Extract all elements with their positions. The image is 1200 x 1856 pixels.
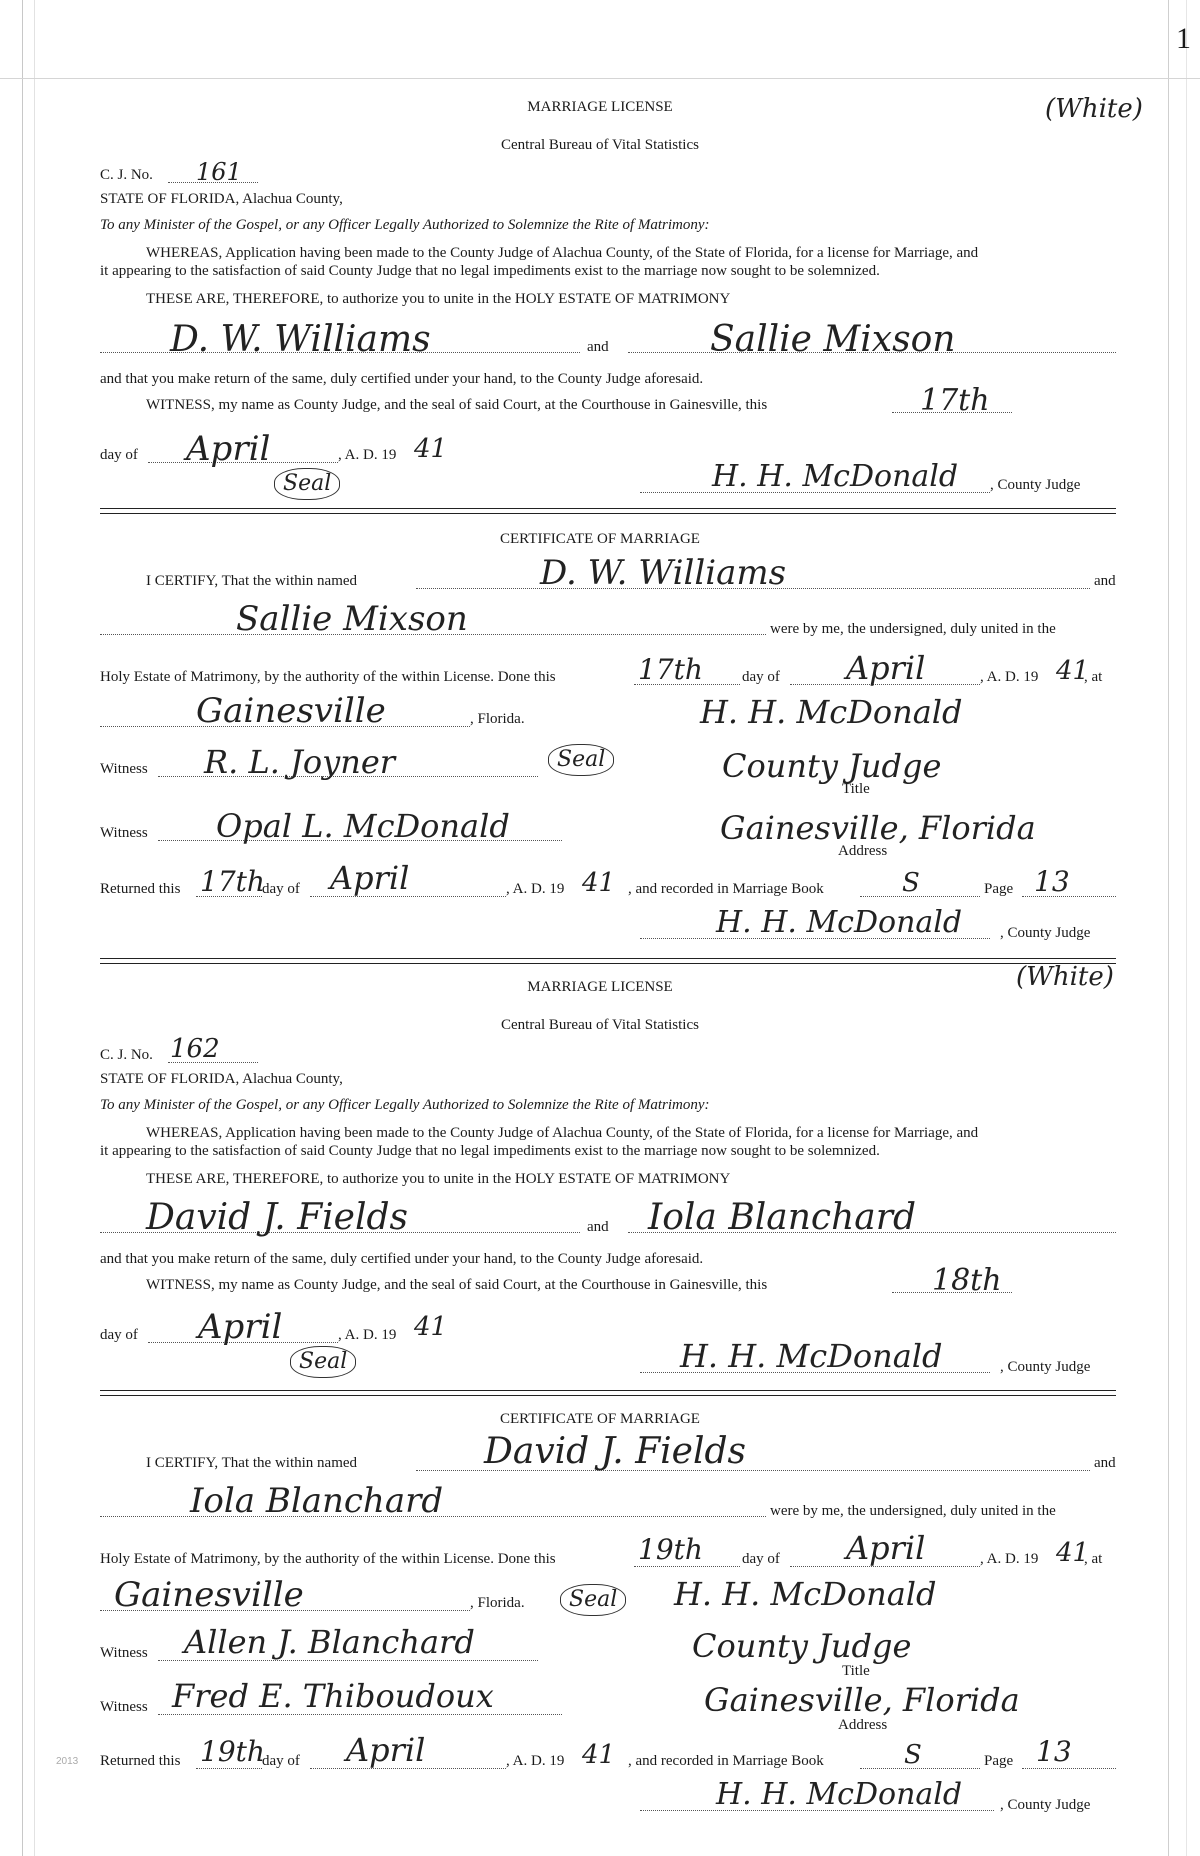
bride-name: Iola Blanchard <box>648 1197 916 1238</box>
witness-2: Fred E. Thiboudoux <box>172 1677 494 1715</box>
bride-name: Sallie Mixson <box>710 319 956 360</box>
done-day: 17th <box>638 653 703 686</box>
done-day: 19th <box>638 1533 703 1566</box>
florida-label: , Florida. <box>470 1595 525 1611</box>
returned-day-line <box>196 1768 262 1769</box>
cert-groom: David J. Fields <box>484 1431 747 1472</box>
whereas-line-2: it appearing to the satisfaction of said County Judge that no legal impediments exist to the marriage now sought to be solemnized. <box>100 1143 880 1159</box>
place: Gainesville <box>114 1575 304 1615</box>
done-month: April <box>846 649 926 687</box>
officiant-title: County Judge <box>722 747 942 785</box>
witness-1: Allen J. Blanchard <box>184 1623 475 1661</box>
section-divider <box>100 508 1116 514</box>
license-year: 41 <box>414 1312 448 1342</box>
and-label: and <box>1094 573 1116 589</box>
cj-no-label: C. J. No. <box>100 1047 153 1063</box>
witness-1-label: Witness <box>100 1645 148 1661</box>
scan-edge-right <box>1168 0 1169 1856</box>
done-year: 41 <box>1056 1538 1090 1568</box>
seal-stamp: Seal <box>274 468 340 500</box>
ad-label: , A. D. 19 <box>338 447 397 463</box>
witness-2-label: Witness <box>100 1699 148 1715</box>
day-of-label: day of <box>742 1551 780 1567</box>
ad-label: , A. D. 19 <box>506 881 565 897</box>
book-line <box>860 896 980 897</box>
cj-no-value: 162 <box>170 1034 220 1064</box>
returned-year: 41 <box>582 868 616 898</box>
returned-label: Returned this <box>100 881 181 897</box>
witness-2-label: Witness <box>100 825 148 841</box>
judge-signature: H. H. McDonald <box>680 1337 943 1375</box>
record-divider <box>100 958 1116 964</box>
officiant-signature: H. H. McDonald <box>700 693 963 731</box>
returned-month: April <box>346 1731 426 1769</box>
cj-no-value: 161 <box>196 158 242 186</box>
whereas-line-1: WHEREAS, Application having been made to the County Judge of Alachua County, of the State of Florida, for a license for Marriage, and <box>146 1125 979 1141</box>
ad-label: , A. D. 19 <box>338 1327 397 1343</box>
license-day: 18th <box>932 1263 1002 1298</box>
at-label: , at <box>1084 1551 1103 1567</box>
done-day-line <box>634 1566 740 1567</box>
judge-signature: H. H. McDonald <box>712 459 959 494</box>
recording-judge: H. H. McDonald <box>716 905 963 940</box>
license-month: April <box>198 1307 283 1347</box>
page-number: 1 <box>1176 22 1191 55</box>
done-month: April <box>846 1529 926 1567</box>
day-of-label: day of <box>742 669 780 685</box>
return-line: and that you make return of the same, duly certified under your hand, to the County Judge aforesaid. <box>100 1251 704 1267</box>
book: S <box>904 1740 922 1770</box>
officiant-title: County Judge <box>692 1627 912 1665</box>
bureau-name: Central Bureau of Vital Statistics <box>501 137 699 153</box>
returned-day: 17th <box>200 865 265 898</box>
day-of-label: day of <box>100 1327 138 1343</box>
ad-label: , A. D. 19 <box>980 669 1039 685</box>
returned-day: 19th <box>200 1735 265 1768</box>
watermark: 2013 <box>56 1756 79 1767</box>
day-of-label: day of <box>100 447 138 463</box>
scan-top-rule <box>0 78 1200 79</box>
cj-no-label: C. J. No. <box>100 167 153 183</box>
county-judge-label: , County Judge <box>1000 925 1091 941</box>
seal-stamp: Seal <box>290 1346 356 1378</box>
groom-name: D. W. Williams <box>170 319 431 360</box>
scan-edge-right-outer <box>1186 0 1187 1856</box>
recorded-label: , and recorded in Marriage Book <box>628 1753 824 1769</box>
holy-estate-label: Holy Estate of Matrimony, by the authority of the within License. Done this <box>100 669 556 685</box>
holy-estate-label: Holy Estate of Matrimony, by the authority of the within License. Done this <box>100 1551 556 1567</box>
address-to: To any Minister of the Gospel, or any Officer Legally Authorized to Solemnize the Rite of Matrimony: <box>100 1097 710 1113</box>
return-line: and that you make return of the same, duly certified under your hand, to the County Judge aforesaid. <box>100 371 704 387</box>
section-divider <box>100 1390 1116 1396</box>
returned-label: Returned this <box>100 1753 181 1769</box>
page-line <box>1022 1768 1116 1769</box>
race-note: (White) <box>1016 962 1114 992</box>
at-label: , at <box>1084 669 1103 685</box>
license-title: MARRIAGE LICENSE <box>527 979 673 995</box>
officiant-address: Gainesville, Florida <box>704 1681 1020 1719</box>
address-label: Address <box>838 843 888 859</box>
witness-line: WITNESS, my name as County Judge, and the seal of said Court, at the Courthouse in Gainesville, this <box>146 1277 768 1293</box>
were-by-me-label: were by me, the undersigned, duly united in the <box>770 1503 1056 1519</box>
state-line: STATE OF FLORIDA, Alachua County, <box>100 1071 343 1087</box>
whereas-line-2: it appearing to the satisfaction of said County Judge that no legal impediments exist to the marriage now sought to be solemnized. <box>100 263 880 279</box>
ad-label: , A. D. 19 <box>506 1753 565 1769</box>
day-of-label: day of <box>262 1753 300 1769</box>
license-title: MARRIAGE LICENSE <box>527 99 673 115</box>
address-label: Address <box>838 1717 888 1733</box>
title-label: Title <box>842 1663 870 1679</box>
book: S <box>902 868 920 898</box>
florida-label: , Florida. <box>470 711 525 727</box>
cert-bride: Sallie Mixson <box>236 599 468 639</box>
license-month: April <box>186 429 271 469</box>
returned-month: April <box>330 859 410 897</box>
cert-title: CERTIFICATE OF MARRIAGE <box>500 531 700 547</box>
officiant-address: Gainesville, Florida <box>720 809 1036 847</box>
seal-stamp: Seal <box>560 1584 626 1616</box>
cert-groom: D. W. Williams <box>540 553 787 593</box>
license-year: 41 <box>414 434 448 464</box>
were-by-me-label: were by me, the undersigned, duly united in the <box>770 621 1056 637</box>
county-judge-label: , County Judge <box>990 477 1081 493</box>
page-value: 13 <box>1034 865 1070 898</box>
county-judge-label: , County Judge <box>1000 1359 1091 1375</box>
whereas-line-1: WHEREAS, Application having been made to the County Judge of Alachua County, of the State of Florida, for a license for Marriage, and <box>146 245 979 261</box>
cert-title: CERTIFICATE OF MARRIAGE <box>500 1411 700 1427</box>
page-label: Page <box>984 1753 1014 1769</box>
scan-edge-left <box>22 0 23 1856</box>
i-certify-label: I CERTIFY, That the within named <box>146 573 358 589</box>
groom-name: David J. Fields <box>146 1197 409 1238</box>
place: Gainesville <box>196 691 386 731</box>
race-note: (White) <box>1045 94 1143 124</box>
scan-edge-left-inner <box>34 0 35 1856</box>
recorded-label: , and recorded in Marriage Book <box>628 881 824 897</box>
witness-line: WITNESS, my name as County Judge, and the seal of said Court, at the Courthouse in Gainesville, this <box>146 397 768 413</box>
ad-label: , A. D. 19 <box>980 1551 1039 1567</box>
cert-bride: Iola Blanchard <box>190 1481 444 1521</box>
done-year: 41 <box>1056 656 1090 686</box>
page-label: Page <box>984 881 1014 897</box>
these-are-line: THESE ARE, THEREFORE, to authorize you to unite in the HOLY ESTATE OF MATRIMONY <box>146 1171 731 1187</box>
and-label: and <box>587 339 609 355</box>
seal-stamp: Seal <box>548 744 614 776</box>
returned-year: 41 <box>582 1740 616 1770</box>
license-day: 17th <box>920 383 990 418</box>
title-label: Title <box>842 781 870 797</box>
officiant-signature: H. H. McDonald <box>674 1575 937 1613</box>
address-to: To any Minister of the Gospel, or any Officer Legally Authorized to Solemnize the Rite of Matrimony: <box>100 217 710 233</box>
and-label: and <box>587 1219 609 1235</box>
and-label: and <box>1094 1455 1116 1471</box>
county-judge-label: , County Judge <box>1000 1797 1091 1813</box>
i-certify-label: I CERTIFY, That the within named <box>146 1455 358 1471</box>
witness-1: R. L. Joyner <box>204 743 396 781</box>
these-are-line: THESE ARE, THEREFORE, to authorize you to unite in the HOLY ESTATE OF MATRIMONY <box>146 291 731 307</box>
recording-judge: H. H. McDonald <box>716 1777 963 1812</box>
witness-1-label: Witness <box>100 761 148 777</box>
state-line: STATE OF FLORIDA, Alachua County, <box>100 191 343 207</box>
page-value: 13 <box>1036 1735 1072 1768</box>
witness-2: Opal L. McDonald <box>216 807 510 845</box>
bureau-name: Central Bureau of Vital Statistics <box>501 1017 699 1033</box>
day-of-label: day of <box>262 881 300 897</box>
